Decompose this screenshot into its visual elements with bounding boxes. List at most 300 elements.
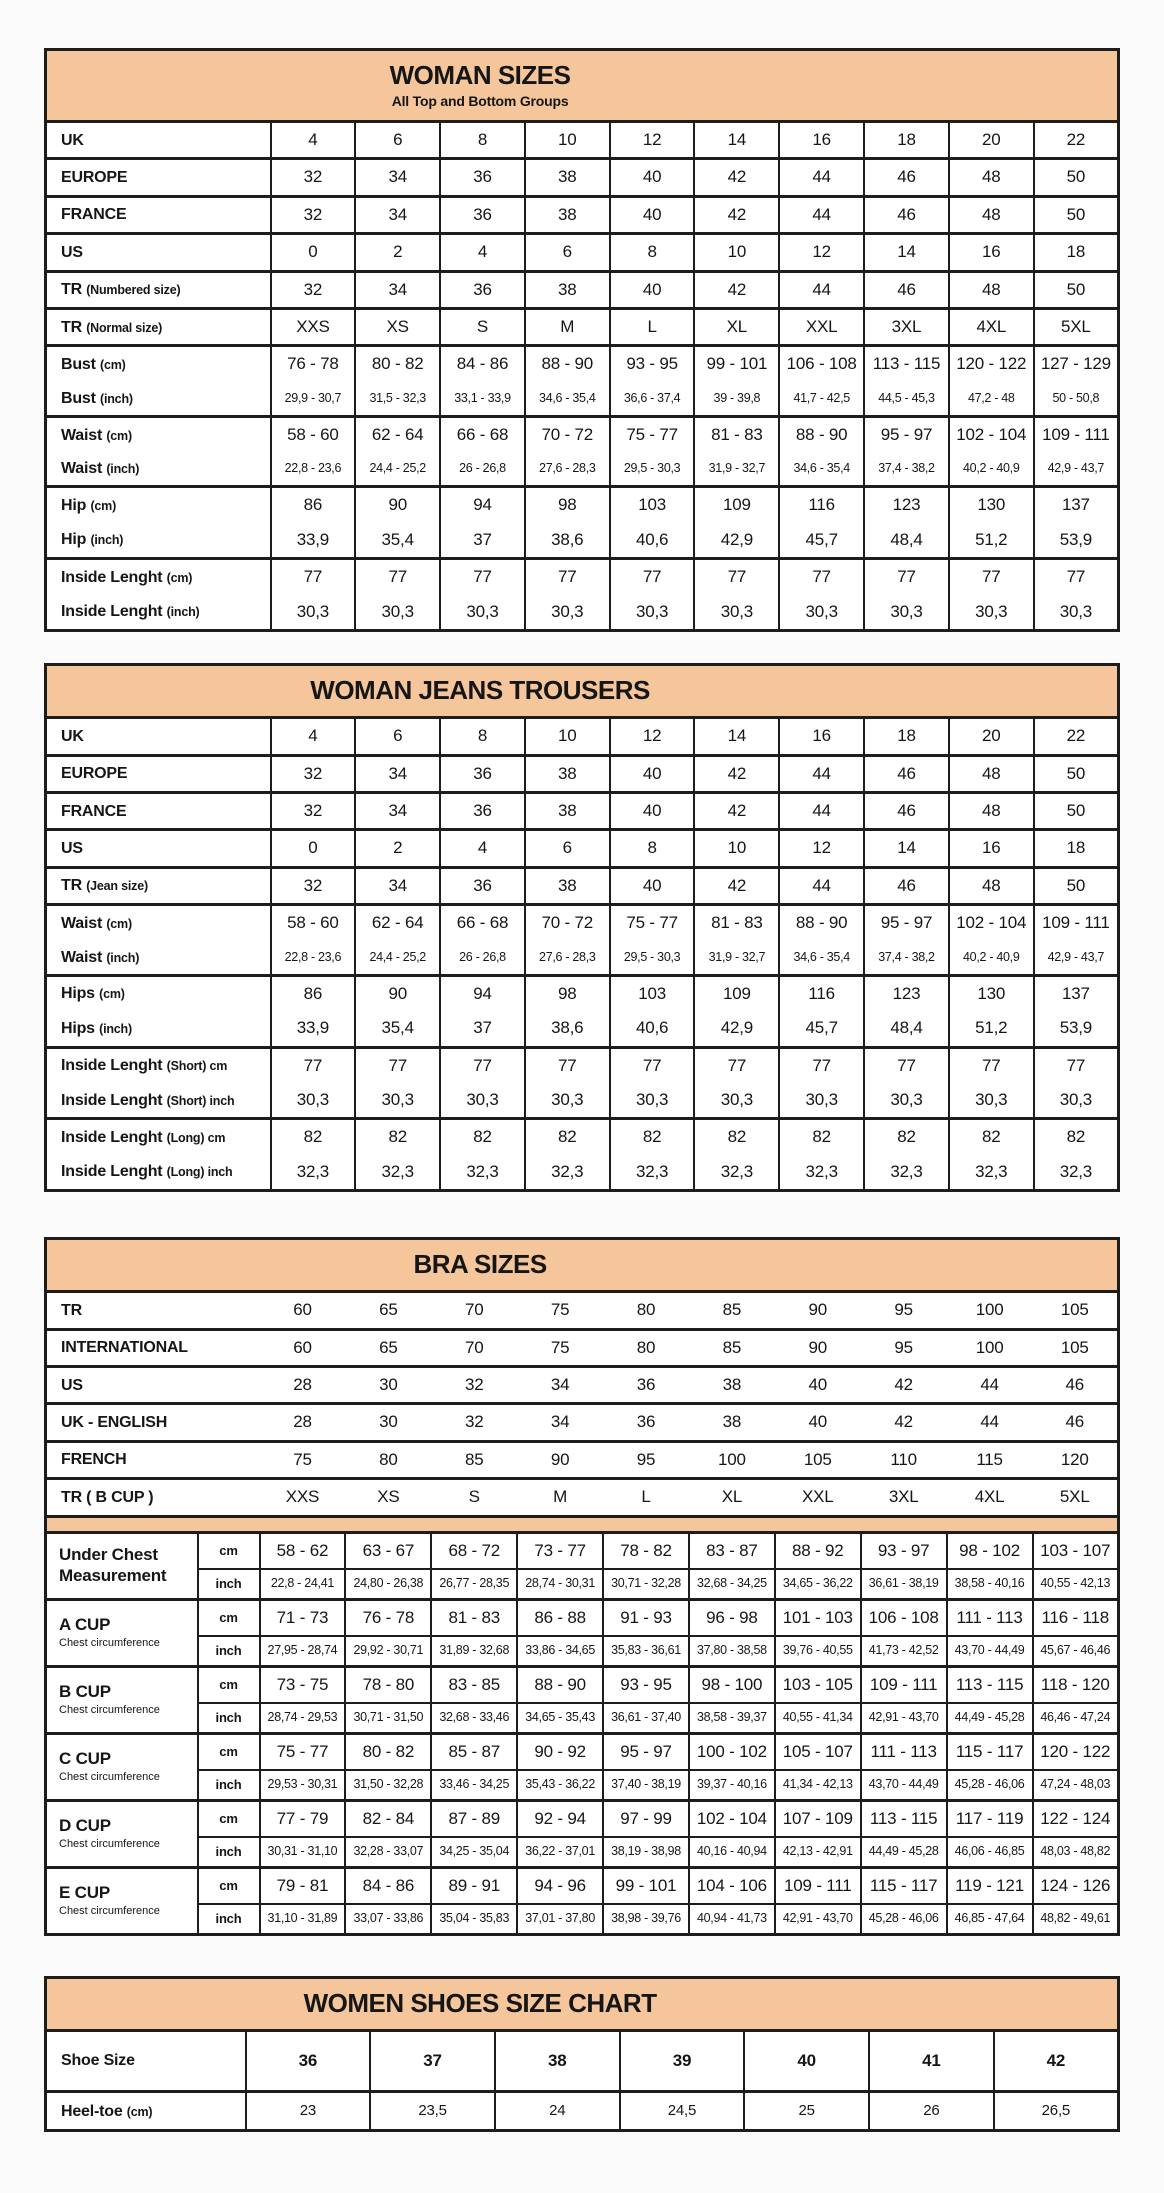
cell-value: 30,3 bbox=[610, 595, 695, 631]
cell-value: 84 - 86 bbox=[440, 346, 525, 382]
row-label bbox=[46, 196, 271, 233]
cell-value: 120 bbox=[1033, 1441, 1119, 1478]
cell-value: 36 bbox=[440, 196, 525, 233]
cell-value: 8 bbox=[610, 234, 695, 271]
cell-value: 42 bbox=[694, 271, 779, 308]
cell-value: 24,4 - 25,2 bbox=[355, 452, 440, 487]
cup-subtitle: Chest circumference bbox=[59, 1904, 160, 1917]
cell-value: 90 bbox=[355, 975, 440, 1011]
cell-value: 99 - 101 bbox=[694, 346, 779, 382]
cell-value: 46,06 - 46,85 bbox=[947, 1837, 1033, 1867]
cell-value: 42,9 bbox=[694, 1011, 779, 1047]
cell-value: 42 bbox=[694, 867, 779, 904]
cell-value: 32,68 - 33,46 bbox=[431, 1703, 517, 1733]
cell-value: 35,4 bbox=[355, 523, 440, 559]
cell-value: 90 bbox=[775, 1329, 861, 1366]
cell-value: 120 - 122 bbox=[949, 346, 1034, 382]
cell-value: 30,3 bbox=[525, 595, 610, 631]
cell-value: 119 - 121 bbox=[947, 1867, 1033, 1904]
cell-value: XXL bbox=[775, 1479, 861, 1516]
cell-value: 30,31 - 31,10 bbox=[260, 1837, 346, 1867]
cell-value: 6 bbox=[525, 830, 610, 867]
cell-value: 32,3 bbox=[779, 1155, 864, 1191]
cell-value: 32 bbox=[271, 271, 356, 308]
table-row bbox=[46, 2030, 1119, 2091]
row-label-text: Heel-toe bbox=[61, 2102, 123, 2120]
row-label bbox=[46, 559, 271, 595]
cell-value: 89 - 91 bbox=[431, 1867, 517, 1904]
cell-value: L bbox=[610, 308, 695, 345]
cell-value: 103 bbox=[610, 487, 695, 523]
row-label-text: TR bbox=[61, 281, 82, 299]
table-row bbox=[46, 867, 1119, 904]
table-row bbox=[46, 452, 1119, 487]
cell-value: 12 bbox=[610, 718, 695, 755]
cell-value: 42,9 - 43,7 bbox=[1034, 452, 1119, 487]
cell-value: XXL bbox=[779, 308, 864, 345]
cell-value: 81 - 83 bbox=[694, 416, 779, 452]
cell-value: 4 bbox=[271, 718, 356, 755]
cell-value: 46 bbox=[864, 793, 949, 830]
table-row bbox=[46, 1770, 1119, 1800]
cell-value: 50 bbox=[1034, 755, 1119, 792]
row-label-text: TR ( B CUP ) bbox=[61, 1488, 154, 1506]
cell-value: 37,4 - 38,2 bbox=[864, 452, 949, 487]
cell-value: 31,5 - 32,3 bbox=[355, 382, 440, 417]
cell-value: 38,98 - 39,76 bbox=[603, 1904, 689, 1934]
cell-value: 8 bbox=[440, 718, 525, 755]
cell-value: 38 bbox=[689, 1367, 775, 1404]
cell-value: 46 bbox=[864, 867, 949, 904]
table-row bbox=[46, 830, 1119, 867]
row-label-note: (inch) bbox=[106, 462, 140, 477]
cell-value: 36,6 - 37,4 bbox=[610, 382, 695, 417]
cell-value: 70 - 72 bbox=[525, 905, 610, 941]
row-label bbox=[46, 1367, 260, 1404]
unit-label-inch: inch bbox=[198, 1703, 260, 1733]
cell-value: 32 bbox=[271, 793, 356, 830]
cell-value: 90 - 92 bbox=[517, 1733, 603, 1770]
cell-value: 18 bbox=[1034, 830, 1119, 867]
cup-subtitle: Chest circumference bbox=[59, 1703, 160, 1716]
row-label bbox=[46, 1083, 271, 1119]
row-label bbox=[46, 1532, 198, 1599]
cell-value: 42,9 bbox=[694, 523, 779, 559]
cell-value: 50 bbox=[1034, 271, 1119, 308]
cell-value: 30,3 bbox=[949, 1083, 1034, 1119]
cell-value: 34,25 - 35,04 bbox=[431, 1837, 517, 1867]
cell-value: 30,3 bbox=[694, 595, 779, 631]
row-label-note: (cm) bbox=[126, 2104, 153, 2119]
table-row bbox=[46, 1329, 1119, 1366]
cell-value: 23,5 bbox=[370, 2092, 495, 2131]
row-label-note: (inch) bbox=[90, 533, 124, 548]
row-label-text: Bust bbox=[61, 389, 96, 407]
cell-value: 29,9 - 30,7 bbox=[271, 382, 356, 417]
row-label bbox=[46, 1666, 198, 1733]
table-subtitle: All Top and Bottom Groups bbox=[391, 93, 569, 110]
cell-value: 10 bbox=[525, 718, 610, 755]
cell-value: 6 bbox=[355, 121, 440, 158]
cell-value: 37 bbox=[370, 2030, 495, 2091]
cell-value: 63 - 67 bbox=[345, 1532, 431, 1569]
cell-value: 105 bbox=[775, 1441, 861, 1478]
cell-value: 124 - 126 bbox=[1033, 1867, 1119, 1904]
cell-value: 0 bbox=[271, 830, 356, 867]
woman-jeans-section bbox=[44, 663, 1120, 1192]
cell-value: 120 - 122 bbox=[1033, 1733, 1119, 1770]
cell-value: 80 - 82 bbox=[355, 346, 440, 382]
cell-value: 46 bbox=[864, 755, 949, 792]
table-row bbox=[46, 905, 1119, 941]
row-label-text: Inside Lenght bbox=[61, 1091, 163, 1109]
cell-value: 115 bbox=[947, 1441, 1033, 1478]
cell-value: 82 bbox=[610, 1119, 695, 1155]
cell-value: 75 - 77 bbox=[260, 1733, 346, 1770]
cell-value: 77 bbox=[1034, 1047, 1119, 1083]
cell-value: 105 - 107 bbox=[775, 1733, 861, 1770]
cell-value: 31,89 - 32,68 bbox=[431, 1636, 517, 1666]
shoes-body bbox=[46, 2030, 1119, 2130]
cell-value: 77 bbox=[440, 559, 525, 595]
cell-value: 44 bbox=[947, 1367, 1033, 1404]
cell-value: 40,55 - 41,34 bbox=[775, 1703, 861, 1733]
cell-value: 48 bbox=[949, 196, 1034, 233]
cell-value: 34,6 - 35,4 bbox=[779, 941, 864, 976]
table-row bbox=[46, 559, 1119, 595]
cell-value: 42,13 - 42,91 bbox=[775, 1837, 861, 1867]
cell-value: 36 bbox=[440, 867, 525, 904]
cell-value: 32,3 bbox=[271, 1155, 356, 1191]
cell-value: 65 bbox=[345, 1292, 431, 1329]
divider-band bbox=[46, 1516, 1119, 1532]
cell-value: 87 - 89 bbox=[431, 1800, 517, 1837]
cell-value: 111 - 113 bbox=[861, 1733, 947, 1770]
row-label-note: (inch) bbox=[100, 391, 133, 406]
table-header-row bbox=[46, 665, 1119, 718]
row-label bbox=[46, 1479, 260, 1516]
cell-value: 37 bbox=[440, 1011, 525, 1047]
cell-value: 111 - 113 bbox=[947, 1599, 1033, 1636]
cell-value: 39 - 39,8 bbox=[694, 382, 779, 417]
cell-value: 82 bbox=[355, 1119, 440, 1155]
cell-value: 38,6 bbox=[525, 1011, 610, 1047]
cell-value: 36 bbox=[440, 755, 525, 792]
cup-subtitle: Chest circumference bbox=[59, 1770, 160, 1783]
cell-value: 34,6 - 35,4 bbox=[779, 452, 864, 487]
row-label-note: (cm) bbox=[166, 570, 193, 585]
table-row bbox=[46, 416, 1119, 452]
cell-value: 32 bbox=[271, 196, 356, 233]
cell-value: 12 bbox=[610, 121, 695, 158]
row-label bbox=[46, 1404, 260, 1441]
cell-value: 37,40 - 38,19 bbox=[603, 1770, 689, 1800]
row-label-note: (Normal size) bbox=[86, 320, 163, 335]
cell-value: 14 bbox=[864, 234, 949, 271]
cell-value: 48,4 bbox=[864, 523, 949, 559]
cell-value: 110 bbox=[861, 1441, 947, 1478]
cell-value: 34,6 - 35,4 bbox=[525, 382, 610, 417]
table-header-row bbox=[46, 1977, 1119, 2030]
cell-value: 88 - 90 bbox=[779, 905, 864, 941]
cup-subtitle: Chest circumference bbox=[59, 1636, 160, 1649]
cell-value: 98 bbox=[525, 975, 610, 1011]
cell-value: XXS bbox=[260, 1479, 346, 1516]
table-row bbox=[46, 1292, 1119, 1329]
cell-value: 117 - 119 bbox=[947, 1800, 1033, 1837]
row-label bbox=[46, 830, 271, 867]
row-label-text: TR bbox=[61, 877, 82, 895]
cell-value: 77 bbox=[949, 1047, 1034, 1083]
cell-value: 70 bbox=[431, 1292, 517, 1329]
cell-value: 12 bbox=[779, 234, 864, 271]
row-label bbox=[46, 1119, 271, 1155]
cell-value: 60 bbox=[260, 1329, 346, 1366]
cell-value: 16 bbox=[779, 718, 864, 755]
unit-label-inch: inch bbox=[198, 1770, 260, 1800]
cell-value: 30,71 - 32,28 bbox=[603, 1569, 689, 1599]
cell-value: 43,70 - 44,49 bbox=[861, 1770, 947, 1800]
cell-value: 28,74 - 30,31 bbox=[517, 1569, 603, 1599]
cell-value: 77 bbox=[610, 559, 695, 595]
cell-value: 10 bbox=[525, 121, 610, 158]
unit-label-cm: cm bbox=[198, 1599, 260, 1636]
cell-value: 37,01 - 37,80 bbox=[517, 1904, 603, 1934]
cell-value: 82 bbox=[864, 1119, 949, 1155]
cell-value: 77 bbox=[271, 559, 356, 595]
cell-value: 42 bbox=[694, 793, 779, 830]
cell-value: 76 - 78 bbox=[271, 346, 356, 382]
row-label-text: US bbox=[61, 1376, 83, 1394]
cell-value: 66 - 68 bbox=[440, 416, 525, 452]
bra-sizes-body bbox=[46, 1292, 1119, 1934]
row-label bbox=[46, 975, 271, 1011]
cell-value: 48 bbox=[949, 159, 1034, 196]
cell-value: 80 bbox=[345, 1441, 431, 1478]
cell-value: 90 bbox=[517, 1441, 603, 1478]
cell-value: 30,3 bbox=[440, 595, 525, 631]
cell-value: 30,3 bbox=[610, 1083, 695, 1119]
cell-value: 32,3 bbox=[440, 1155, 525, 1191]
cell-value: 24 bbox=[495, 2092, 620, 2131]
cell-value: 103 - 105 bbox=[775, 1666, 861, 1703]
table-row bbox=[46, 1532, 1119, 1569]
cell-value: 31,9 - 32,7 bbox=[694, 452, 779, 487]
table-row bbox=[46, 1083, 1119, 1119]
cell-value: 34 bbox=[517, 1404, 603, 1441]
row-label bbox=[46, 1047, 271, 1083]
row-label bbox=[46, 416, 271, 452]
row-label bbox=[46, 595, 271, 631]
row-label-note: (cm) bbox=[106, 916, 132, 931]
row-label bbox=[46, 121, 271, 158]
cell-value: 26 bbox=[869, 2092, 994, 2131]
cell-value: 35,83 - 36,61 bbox=[603, 1636, 689, 1666]
cell-value: 79 - 81 bbox=[260, 1867, 346, 1904]
cell-value: 42 bbox=[994, 2030, 1119, 2091]
cell-value: M bbox=[525, 308, 610, 345]
cell-value: 137 bbox=[1034, 487, 1119, 523]
cell-value: 4 bbox=[440, 234, 525, 271]
cell-value: 85 bbox=[431, 1441, 517, 1478]
cell-value: 44 bbox=[947, 1404, 1033, 1441]
row-label-text: Waist bbox=[61, 914, 103, 932]
cell-value: 40,55 - 42,13 bbox=[1033, 1569, 1119, 1599]
cell-value: 80 - 82 bbox=[345, 1733, 431, 1770]
row-label-text: UK bbox=[61, 727, 84, 745]
row-label bbox=[46, 905, 271, 941]
cell-value: 40 bbox=[775, 1404, 861, 1441]
cell-value: 46 bbox=[1033, 1367, 1119, 1404]
cell-value: 113 - 115 bbox=[864, 346, 949, 382]
cell-value: 16 bbox=[949, 830, 1034, 867]
cell-value: 45,7 bbox=[779, 1011, 864, 1047]
row-label-note: (inch) bbox=[106, 950, 140, 965]
cell-value: 40,2 - 40,9 bbox=[949, 452, 1034, 487]
cell-value: 130 bbox=[949, 975, 1034, 1011]
cell-value: 4XL bbox=[949, 308, 1034, 345]
cell-value: 22,8 - 24,41 bbox=[260, 1569, 346, 1599]
table-title: WOMEN SHOES SIZE CHART bbox=[303, 1987, 657, 2018]
unit-label-cm: cm bbox=[198, 1733, 260, 1770]
unit-label-inch: inch bbox=[198, 1837, 260, 1867]
row-label-text: Inside Lenght bbox=[61, 1163, 163, 1181]
cell-value: 32,3 bbox=[355, 1155, 440, 1191]
cell-value: 94 bbox=[440, 487, 525, 523]
cell-value: 32,3 bbox=[1034, 1155, 1119, 1191]
cell-value: 78 - 82 bbox=[603, 1532, 689, 1569]
cell-value: 93 - 95 bbox=[610, 346, 695, 382]
cell-value: 91 - 93 bbox=[603, 1599, 689, 1636]
row-label bbox=[46, 308, 271, 345]
row-label-note: (Jean size) bbox=[86, 879, 148, 894]
cell-value: 33,46 - 34,25 bbox=[431, 1770, 517, 1800]
cell-value: 92 - 94 bbox=[517, 1800, 603, 1837]
cell-value: 32,3 bbox=[864, 1155, 949, 1191]
row-label bbox=[46, 1800, 198, 1867]
row-label bbox=[46, 867, 271, 904]
table-title: WOMAN SIZES bbox=[389, 60, 571, 90]
cell-value: 90 bbox=[775, 1292, 861, 1329]
table-header-row bbox=[46, 1239, 1119, 1292]
woman-sizes-body bbox=[46, 121, 1119, 630]
cell-value: 82 bbox=[779, 1119, 864, 1155]
cell-value: 36,61 - 37,40 bbox=[603, 1703, 689, 1733]
row-label-note: (cm) bbox=[100, 357, 126, 372]
table-header bbox=[46, 1239, 1119, 1292]
cell-value: 30,3 bbox=[779, 595, 864, 631]
cell-value: 77 bbox=[694, 559, 779, 595]
cell-value: 101 - 103 bbox=[775, 1599, 861, 1636]
cell-value: 80 bbox=[603, 1329, 689, 1366]
cell-value: 109 - 111 bbox=[1034, 416, 1119, 452]
cell-value: L bbox=[603, 1479, 689, 1516]
cell-value: 94 bbox=[440, 975, 525, 1011]
cell-value: 30,71 - 31,50 bbox=[345, 1703, 431, 1733]
cell-value: 38,58 - 40,16 bbox=[947, 1569, 1033, 1599]
cell-value: 38 bbox=[525, 793, 610, 830]
cell-value: 32,28 - 33,07 bbox=[345, 1837, 431, 1867]
cell-value: 96 - 98 bbox=[689, 1599, 775, 1636]
row-label bbox=[46, 1867, 198, 1934]
cell-value: 42 bbox=[694, 159, 779, 196]
cell-value: 46 bbox=[864, 196, 949, 233]
cell-value: 35,43 - 36,22 bbox=[517, 1770, 603, 1800]
cell-value: 82 bbox=[440, 1119, 525, 1155]
cell-value: 32 bbox=[271, 867, 356, 904]
cell-value: 8 bbox=[610, 830, 695, 867]
row-label bbox=[46, 793, 271, 830]
cell-value: 58 - 62 bbox=[260, 1532, 346, 1569]
cell-value: XL bbox=[694, 308, 779, 345]
cell-value: 18 bbox=[1034, 234, 1119, 271]
cell-value: 38 bbox=[525, 196, 610, 233]
cell-value: 116 bbox=[779, 975, 864, 1011]
table-row bbox=[46, 1119, 1119, 1155]
cell-value: 40 bbox=[610, 867, 695, 904]
cell-value: 85 bbox=[689, 1292, 775, 1329]
cell-value: 22 bbox=[1034, 718, 1119, 755]
cell-value: 98 bbox=[525, 487, 610, 523]
cell-value: 38 bbox=[525, 271, 610, 308]
row-label-text: Inside Lenght bbox=[61, 1128, 163, 1146]
cell-value: 30 bbox=[345, 1367, 431, 1404]
cell-value: 44 bbox=[779, 159, 864, 196]
cell-value: 24,4 - 25,2 bbox=[355, 941, 440, 976]
cell-value: 44 bbox=[779, 867, 864, 904]
cell-value: 62 - 64 bbox=[355, 905, 440, 941]
woman-jeans-table bbox=[44, 663, 1120, 1192]
row-label-text: Inside Lenght bbox=[61, 603, 163, 621]
row-label bbox=[46, 1292, 260, 1329]
table-row bbox=[46, 234, 1119, 271]
cell-value: 44 bbox=[779, 271, 864, 308]
cell-value: 77 bbox=[779, 559, 864, 595]
cell-value: 88 - 90 bbox=[517, 1666, 603, 1703]
cell-value: 40,6 bbox=[610, 523, 695, 559]
cell-value: 45,28 - 46,06 bbox=[861, 1904, 947, 1934]
row-label-text: Hip bbox=[61, 531, 87, 549]
divider-band-cell bbox=[46, 1516, 1119, 1532]
row-label-note: (inch) bbox=[99, 1021, 132, 1036]
cell-value: 36 bbox=[440, 271, 525, 308]
unit-label-cm: cm bbox=[198, 1867, 260, 1904]
unit-label-cm: cm bbox=[198, 1800, 260, 1837]
cell-value: 116 - 118 bbox=[1033, 1599, 1119, 1636]
woman-sizes-section bbox=[44, 48, 1120, 632]
cell-value: 40 bbox=[610, 159, 695, 196]
cell-value: 45,7 bbox=[779, 523, 864, 559]
cell-value: 77 bbox=[864, 1047, 949, 1083]
table-row bbox=[46, 1666, 1119, 1703]
cell-value: 73 - 77 bbox=[517, 1532, 603, 1569]
row-label-text: Waist bbox=[61, 460, 103, 478]
row-label-text: EUROPE bbox=[61, 168, 128, 186]
cell-value: 27,6 - 28,3 bbox=[525, 452, 610, 487]
cell-value: 38,58 - 39,37 bbox=[689, 1703, 775, 1733]
table-row bbox=[46, 1867, 1119, 1904]
cell-value: 40 bbox=[610, 271, 695, 308]
cell-value: 42 bbox=[694, 755, 779, 792]
cell-value: 98 - 100 bbox=[689, 1666, 775, 1703]
cell-value: XS bbox=[345, 1479, 431, 1516]
cell-value: 32 bbox=[271, 755, 356, 792]
cell-value: 40,2 - 40,9 bbox=[949, 941, 1034, 976]
table-row bbox=[46, 346, 1119, 382]
cell-value: 29,92 - 30,71 bbox=[345, 1636, 431, 1666]
cell-value: 99 - 101 bbox=[603, 1867, 689, 1904]
cell-value: 95 bbox=[861, 1329, 947, 1366]
